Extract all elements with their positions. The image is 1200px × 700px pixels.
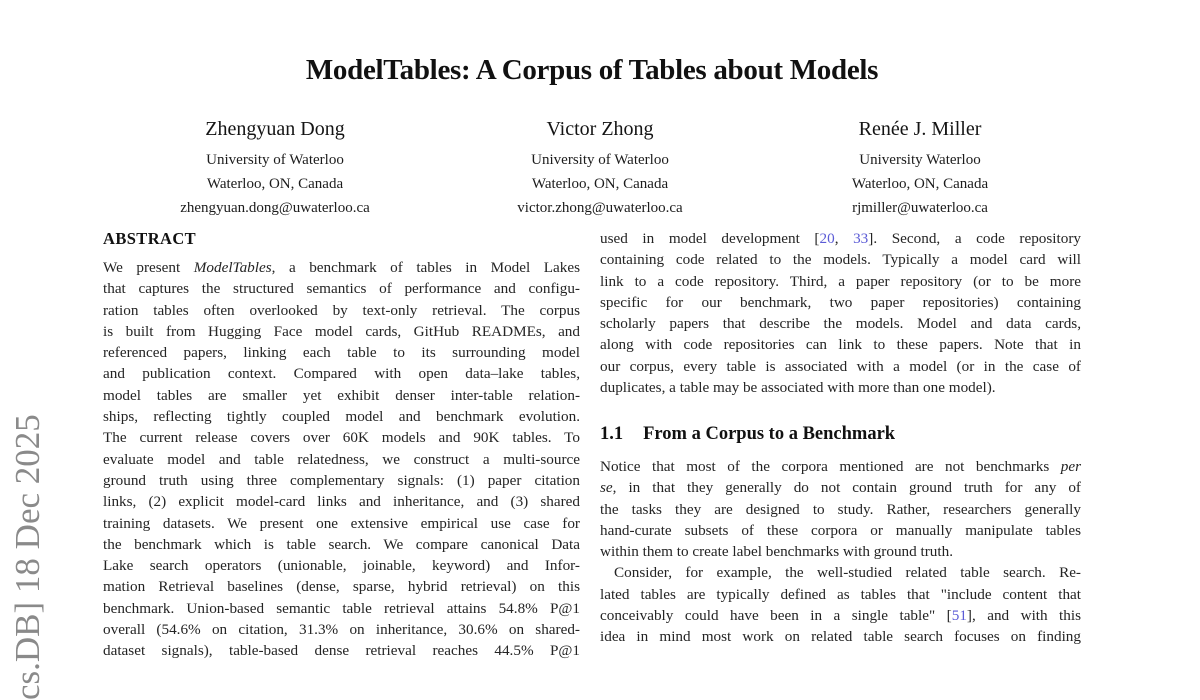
body-text: , bbox=[834, 230, 854, 247]
body-text: ground truth using three complementary signals: (1) paper citation bbox=[103, 471, 580, 489]
author-affiliation: University of Waterloo bbox=[206, 152, 344, 168]
body-text: model tables are smaller yet exhibit denser inter-table relation- bbox=[103, 386, 580, 404]
arxiv-watermark: cs.DB] 18 Dec 2025 bbox=[8, 414, 47, 700]
text-line bbox=[600, 249, 1081, 270]
text-line bbox=[103, 513, 580, 534]
text-line bbox=[103, 576, 580, 597]
author-location: Waterloo, ON, Canada bbox=[851, 176, 989, 192]
body-text: , a benchmark of tables in Model Lakes bbox=[271, 259, 581, 276]
text-line bbox=[600, 499, 1081, 520]
body-text: ships, reflecting tightly coupled model and benchmark evolution. bbox=[103, 408, 580, 426]
author-block bbox=[750, 116, 1090, 220]
text-line bbox=[600, 584, 1081, 605]
body-text: , in that they generally do not contain ground truth for any of bbox=[612, 479, 1081, 497]
body-text: link to a code repository. Third, a paper repository (or to be more bbox=[600, 272, 1081, 290]
body-text: our corpus, every table is associated with a model (or in the case of bbox=[600, 357, 1081, 375]
text-line bbox=[600, 562, 1081, 583]
text-line bbox=[600, 334, 1081, 355]
text-line bbox=[103, 342, 580, 363]
intro-paragraph bbox=[600, 228, 1081, 398]
body-text: scholarly papers that describe the models. Model and data cards, bbox=[600, 315, 1081, 333]
author-location: Waterloo, ON, Canada bbox=[206, 176, 344, 192]
citation-link[interactable]: 20 bbox=[819, 230, 835, 247]
citation-link[interactable]: 33 bbox=[853, 230, 869, 247]
section-heading bbox=[600, 424, 1081, 445]
text-line bbox=[103, 640, 580, 661]
text-line bbox=[103, 555, 580, 576]
body-text: mation Retrieval baselines (dense, sparse, hybrid retrieval) on this bbox=[103, 578, 580, 596]
body-text: benchmark. Union-based semantic table retrieval attains 54.8% P@1 bbox=[103, 599, 580, 617]
body-text: Lake search operators (unionable, joinable, keyword) and Infor- bbox=[103, 557, 580, 575]
text-line bbox=[103, 470, 580, 491]
text-line bbox=[103, 449, 580, 470]
text-line bbox=[600, 456, 1081, 477]
text-line bbox=[103, 619, 580, 640]
body-text: is built from Hugging Face model cards, GitHub READMEs, and bbox=[103, 322, 580, 340]
body-text: along with code repositories can link to these papers. Note that in bbox=[600, 336, 1081, 354]
text-line bbox=[600, 313, 1081, 334]
body-text: We present bbox=[103, 259, 194, 276]
body-text: specific for our benchmark, two paper repositories) containing bbox=[600, 293, 1081, 311]
section-number: 1.1 bbox=[600, 424, 624, 444]
body-text: overall (54.6% on citation, 31.3% on inheritance, 30.6% on shared- bbox=[103, 621, 580, 639]
text-line bbox=[103, 321, 580, 342]
text-line bbox=[103, 385, 580, 406]
author-name: Victor Zhong bbox=[546, 118, 654, 140]
text-line bbox=[103, 491, 580, 512]
author-block bbox=[430, 116, 770, 220]
text-line bbox=[103, 598, 580, 619]
text-line bbox=[103, 257, 580, 278]
text-line bbox=[103, 300, 580, 321]
section-paragraph bbox=[600, 456, 1081, 648]
body-text: ration tables often overlooked by text-only retrieval. The corpus bbox=[103, 301, 580, 319]
text-line bbox=[600, 228, 1081, 249]
author-location: Waterloo, ON, Canada bbox=[531, 176, 669, 192]
author-affiliation: University of Waterloo bbox=[531, 152, 669, 168]
text-line bbox=[600, 626, 1081, 647]
text-line bbox=[600, 520, 1081, 541]
author-email: victor.zhong@uwaterloo.ca bbox=[517, 200, 683, 216]
body-text: ]. Second, a code repository bbox=[868, 230, 1081, 247]
section-title: From a Corpus to a Benchmark bbox=[643, 424, 896, 444]
abstract-heading: ABSTRACT bbox=[103, 229, 197, 248]
citation-link[interactable]: 51 bbox=[951, 607, 967, 625]
body-text: referenced papers, linking each table to its surrounding model bbox=[103, 344, 580, 362]
body-text: that captures the structured semantics of performance and configu- bbox=[103, 280, 580, 298]
text-line bbox=[600, 292, 1081, 313]
body-text: duplicates, a table may be associated with more than one model). bbox=[600, 379, 996, 397]
body-text: used in model development [ bbox=[600, 230, 820, 247]
text-line bbox=[600, 605, 1081, 626]
body-text: within them to create label benchmarks with ground truth. bbox=[600, 543, 954, 561]
body-text: idea in mind most work on related table search focuses on finding bbox=[600, 628, 1081, 646]
body-text: training datasets. We present one extensive empirical use case for bbox=[103, 514, 580, 532]
body-text: Consider, for example, the well-studied related table search. Re- bbox=[614, 564, 1081, 582]
author-email: zhengyuan.dong@uwaterloo.ca bbox=[180, 200, 370, 216]
text-line bbox=[103, 406, 580, 427]
body-text: Notice that most of the corpora mentioned are not benchmarks bbox=[600, 458, 1061, 475]
text-line bbox=[103, 427, 580, 448]
page-title: ModelTables: A Corpus of Tables about Models bbox=[305, 54, 879, 86]
body-text: ], and with this bbox=[966, 607, 1082, 625]
author-name: Zhengyuan Dong bbox=[205, 118, 345, 140]
body-text: and publication context. Compared with open data–lake tables, bbox=[103, 365, 580, 383]
author-affiliation: University Waterloo bbox=[859, 152, 981, 168]
body-text: links, (2) explicit model-card links and inheritance, and (3) shared bbox=[103, 493, 580, 511]
body-text: the tasks they are designed to study. Rather, researchers generally bbox=[600, 500, 1081, 518]
body-text: the benchmark which is table search. We compare canonical Data bbox=[103, 535, 580, 553]
body-text: hand-curate subsets of these corpora or manually manipulate tables bbox=[600, 521, 1081, 539]
text-line bbox=[103, 534, 580, 555]
italic-text: per bbox=[1060, 458, 1081, 475]
body-text: The current release covers over 60K models and 90K tables. To bbox=[103, 429, 580, 447]
abstract-paragraph bbox=[103, 257, 580, 662]
author-email: rjmiller@uwaterloo.ca bbox=[852, 200, 988, 216]
body-text: lated tables are typically defined as tables that "include content that bbox=[600, 585, 1081, 603]
body-text: containing code related to the models. Typically a model card will bbox=[600, 251, 1081, 269]
text-line bbox=[103, 363, 580, 384]
text-line bbox=[600, 477, 1081, 498]
author-name: Renée J. Miller bbox=[858, 118, 982, 140]
text-line bbox=[600, 377, 1081, 398]
text-line bbox=[600, 356, 1081, 377]
body-text: dataset signals), table-based dense retrieval reaches 44.5% P@1 bbox=[103, 642, 580, 660]
italic-text: ModelTables bbox=[193, 259, 272, 276]
text-line bbox=[600, 541, 1081, 562]
text-line bbox=[600, 271, 1081, 292]
italic-text: se bbox=[600, 479, 613, 497]
text-line bbox=[103, 278, 580, 299]
body-text: conceivably could have been in a single table" [ bbox=[600, 607, 952, 625]
author-block bbox=[105, 116, 445, 220]
body-text: evaluate model and table relatedness, we construct a multi-source bbox=[103, 450, 580, 468]
